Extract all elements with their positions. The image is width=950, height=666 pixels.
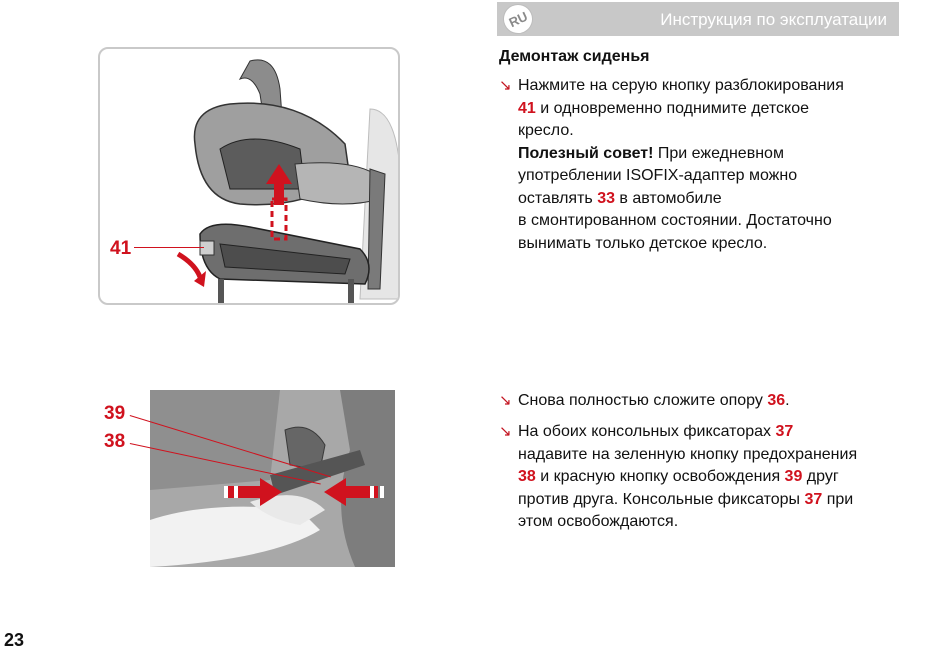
figure-seat-removal (98, 47, 400, 305)
bullet-arrow-icon: ↘ (499, 392, 512, 409)
page-number: 23 (4, 630, 25, 650)
instruction-line (499, 75, 909, 98)
instruction-text: кресло. (518, 122, 574, 139)
instruction-text: оставлять (518, 189, 598, 207)
instruction-line (499, 120, 909, 143)
callout-line-41 (134, 247, 204, 248)
instruction-1 (499, 75, 909, 255)
part-number: 33 (597, 189, 615, 207)
instruction-text: в автомобиле (614, 189, 722, 207)
instruction-text: при (822, 490, 854, 508)
part-number: 41 (518, 99, 536, 117)
language-badge: RU (498, 0, 538, 39)
tip-label: Полезный совет! (518, 144, 654, 162)
bullet-arrow-icon: ↘ (499, 77, 512, 94)
header-title: Инструкция по эксплуатации (660, 10, 887, 29)
instruction-line (499, 165, 909, 188)
instruction-line (499, 444, 909, 467)
instruction-3 (499, 421, 909, 534)
instruction-text: этом освобождаются. (518, 513, 679, 530)
seat-removal-illustration (100, 49, 400, 305)
callout-41: 41 (110, 238, 132, 259)
instruction-text: и одновременно поднимите детское (535, 99, 810, 117)
instruction-line (499, 98, 909, 121)
instruction-text: друг (802, 468, 839, 485)
figure-console-lock-photo (150, 390, 395, 567)
section-title: Демонтаж сиденья (499, 48, 650, 65)
callout-38: 38 (104, 431, 126, 452)
instruction-text: надавите на зеленную кнопку предохранения (518, 445, 858, 463)
instruction-line (499, 489, 909, 512)
instruction-text: против друга. Консольные фиксаторы (518, 490, 805, 508)
instruction-text: На обоих консольных фиксаторах (518, 423, 776, 440)
instruction-line (499, 511, 909, 534)
part-number: 38 (518, 468, 536, 485)
instruction-text: Снова полностью сложите опору (518, 392, 768, 409)
instruction-text: в смонтированном состоянии. Достаточно (518, 212, 832, 229)
instruction-line (499, 421, 909, 444)
instruction-text: вынимать только детское кресло. (518, 234, 768, 252)
part-number: 37 (804, 490, 823, 508)
instruction-line (499, 233, 909, 256)
instruction-text: употреблении ISOFIX-адаптер можно (518, 167, 798, 184)
instruction-text: Нажмите на серую кнопку разблокирования (518, 77, 844, 94)
part-number: 39 (784, 468, 803, 485)
instruction-line (499, 466, 909, 489)
instruction-line (499, 188, 909, 211)
instruction-text: . (785, 392, 790, 409)
instruction-text: При ежедневном (653, 144, 784, 162)
console-lock-photo (150, 390, 395, 567)
instruction-line (499, 390, 909, 413)
instruction-2 (499, 390, 909, 413)
instruction-text: и красную кнопку освобождения (535, 468, 785, 485)
part-number: 37 (775, 423, 794, 440)
bullet-arrow-icon: ↘ (499, 423, 512, 440)
callout-39: 39 (104, 403, 126, 424)
instruction-line (499, 210, 909, 233)
part-number: 36 (767, 392, 786, 409)
instruction-line (499, 143, 909, 166)
